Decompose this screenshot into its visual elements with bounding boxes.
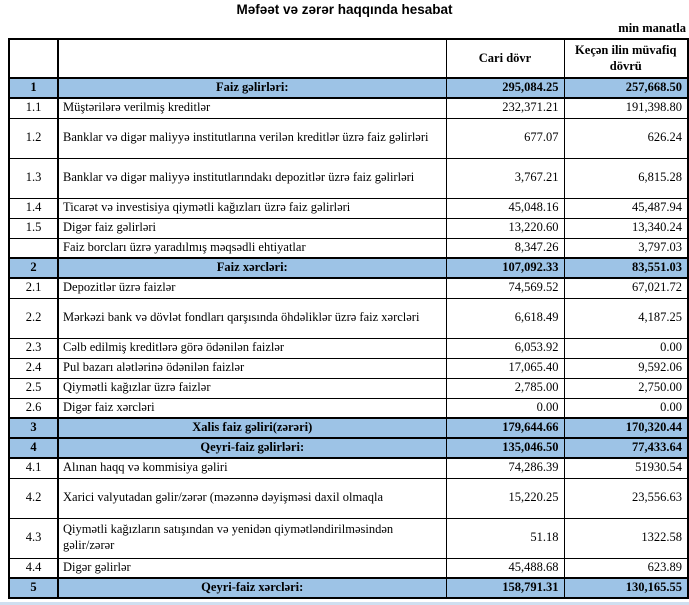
previous-value-cell: 626.24 [564,118,688,158]
row-label-cell: Qiymətli kağızlar üzrə faizlər [58,378,446,398]
current-value-cell: 45,048.16 [446,198,564,218]
row-number-cell: 2.1 [9,278,58,298]
table-row [9,378,688,398]
current-value-cell: 6,053.92 [446,338,564,358]
header-row [9,39,688,78]
row-label-cell: Ticarət və investisiya qiymətli kağızları üzrə faiz gəlirləri [58,198,446,218]
table-row [9,298,688,338]
current-value-cell: 107,092.33 [446,258,564,278]
table-row [9,398,688,418]
previous-value-cell: 130,165.55 [564,578,688,598]
current-value-cell: 135,046.50 [446,438,564,458]
row-label-cell: Qiymətli kağızların satışından və yenidən qiymətləndirilməsindən gəlir/zərər [58,518,446,558]
row-number-cell: 1.4 [9,198,58,218]
row-number-cell: 2.4 [9,358,58,378]
table-row [9,358,688,378]
current-value-cell: 17,065.40 [446,358,564,378]
row-number-cell: 2 [9,258,58,278]
row-number-cell: 4.3 [9,518,58,558]
row-label-cell: Digər faiz gəlirləri [58,218,446,238]
row-label-cell: Müştərilərə verilmiş kreditlər [58,98,446,118]
previous-value-cell: 51930.54 [564,458,688,478]
current-value-cell: 2,785.00 [446,378,564,398]
current-value-cell: 3,767.21 [446,158,564,198]
col-header-description [58,39,446,78]
current-value-cell: 74,286.39 [446,458,564,478]
row-number-cell: 1.5 [9,218,58,238]
row-label-cell: Xalis faiz gəliri(zərəri) [58,418,446,438]
row-number-cell: 4.4 [9,558,58,578]
table-row [9,278,688,298]
report-table-body [9,78,688,598]
table-row [9,238,688,258]
previous-value-cell: 623.89 [564,558,688,578]
current-value-cell: 13,220.60 [446,218,564,238]
previous-value-cell: 191,398.80 [564,98,688,118]
row-label-cell: Pul bazarı alətlərinə ödənilən faizlər [58,358,446,378]
current-value-cell: 179,644.66 [446,418,564,438]
previous-value-cell: 1322.58 [564,518,688,558]
row-label-cell: Qeyri-faiz gəlirləri: [58,438,446,458]
previous-value-cell: 67,021.72 [564,278,688,298]
current-value-cell: 158,791.31 [446,578,564,598]
row-label-cell: Qeyri-faiz xərcləri: [58,578,446,598]
row-number-cell: 1.3 [9,158,58,198]
row-label-cell: Digər gəlirlər [58,558,446,578]
table-row [9,198,688,218]
previous-value-cell: 23,556.63 [564,478,688,518]
row-number-cell: 4 [9,438,58,458]
col-header-previous-period: Keçən ilin müvafiq dövrü [564,39,688,78]
section-row [9,78,688,98]
previous-value-cell: 83,551.03 [564,258,688,278]
current-value-cell: 15,220.25 [446,478,564,518]
table-row [9,338,688,358]
row-label-cell: Xarici valyutadan gəlir/zərər (məzənnə dəyişməsi daxil olmaqla [58,478,446,518]
row-label-cell: Faiz gəlirləri: [58,78,446,98]
current-value-cell: 295,084.25 [446,78,564,98]
table-row [9,478,688,518]
current-value-cell: 0.00 [446,398,564,418]
previous-value-cell: 6,815.28 [564,158,688,198]
row-label-cell: Faiz borcları üzrə yaradılmış məqsədli ehtiyatlar [58,238,446,258]
row-label-cell: Digər faiz xərcləri [58,398,446,418]
table-row [9,218,688,238]
previous-value-cell: 0.00 [564,398,688,418]
previous-value-cell: 2,750.00 [564,378,688,398]
page-title: Məfəət və zərər haqqında hesabat [236,2,453,17]
row-label-cell: Banklar və digər maliyyə institutlarına verilən kreditlər üzrə faiz gəlirləri [58,118,446,158]
row-label-cell: Depozitlər üzrə faizlər [58,278,446,298]
row-number-cell: 2.2 [9,298,58,338]
current-value-cell: 74,569.52 [446,278,564,298]
row-number-cell: 2.3 [9,338,58,358]
row-label-cell: Cəlb edilmiş kreditlərə görə ödənilən faizlər [58,338,446,358]
row-number-cell: 5 [9,578,58,598]
row-number-cell: 4.1 [9,458,58,478]
row-number-cell: 2.5 [9,378,58,398]
profit-loss-table [8,38,689,599]
current-value-cell: 677.07 [446,118,564,158]
row-number-cell: 4.2 [9,478,58,518]
section-row [9,578,688,598]
current-value-cell: 51.18 [446,518,564,558]
previous-value-cell: 0.00 [564,338,688,358]
section-row [9,258,688,278]
previous-value-cell: 257,668.50 [564,78,688,98]
row-number-cell: 1.2 [9,118,58,158]
row-number-cell: 1 [9,78,58,98]
current-value-cell: 6,618.49 [446,298,564,338]
row-label-cell: Banklar və digər maliyyə institutlarındakı depozitlər üzrə faiz gəlirləri [58,158,446,198]
current-value-cell: 45,488.68 [446,558,564,578]
unit-note: min manatla [618,21,686,35]
previous-value-cell: 45,487.94 [564,198,688,218]
row-number-cell: 3 [9,418,58,438]
table-row [9,118,688,158]
col-header-current-period: Cari dövr [446,39,564,78]
row-number-cell [9,238,58,258]
section-row [9,418,688,438]
previous-value-cell: 170,320.44 [564,418,688,438]
table-row [9,518,688,558]
current-value-cell: 8,347.26 [446,238,564,258]
previous-value-cell: 13,340.24 [564,218,688,238]
row-label-cell: Mərkəzi bank və dövlət fondları qarşısında öhdəliklər üzrə faiz xərcləri [58,298,446,338]
previous-value-cell: 3,797.03 [564,238,688,258]
row-label-cell: Alınan haqq və kommisiya gəliri [58,458,446,478]
row-number-cell: 2.6 [9,398,58,418]
row-label-cell: Faiz xərcləri: [58,258,446,278]
row-number-cell: 1.1 [9,98,58,118]
previous-value-cell: 9,592.06 [564,358,688,378]
section-row [9,438,688,458]
table-row [9,98,688,118]
previous-value-cell: 77,433.64 [564,438,688,458]
col-header-number [9,39,58,78]
previous-value-cell: 4,187.25 [564,298,688,338]
table-row [9,158,688,198]
current-value-cell: 232,371.21 [446,98,564,118]
table-row [9,558,688,578]
table-row [9,458,688,478]
